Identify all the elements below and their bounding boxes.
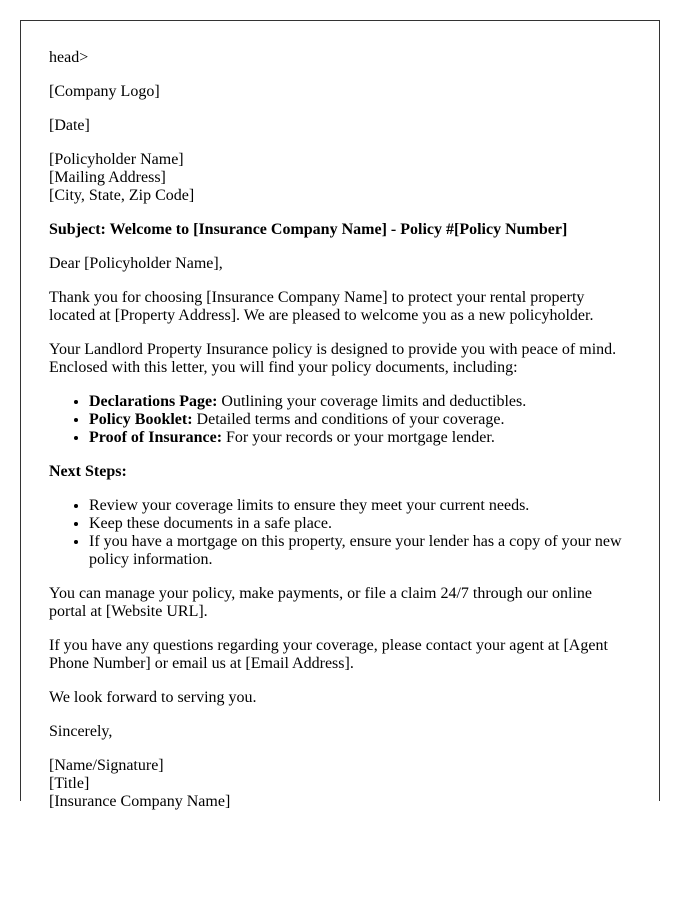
next-steps-heading: Next Steps: [49,463,127,480]
documents-intro-paragraph: Your Landlord Property Insurance policy is designed to provide you with peace of mind. Enclosed with this letter, you will find your policy documents, including: [49,341,617,376]
document-label: Policy Booklet: [89,411,193,428]
document-description: Outlining your coverage limits and deductibles. [217,393,527,410]
recipient-city-state-zip: [City, State, Zip Code] [49,187,195,204]
company-logo-placeholder: [Company Logo] [49,83,160,100]
next-steps-list-item: • Review your coverage limits to ensure they meet your current needs. [89,497,631,515]
next-steps-list-item: • If you have a mortgage on this property, ensure your lender has a copy of your new policy information. [89,533,631,569]
letter-date: [Date] [49,117,90,134]
recipient-address-block [49,151,631,205]
documents-list [49,393,631,447]
documents-list-item [89,411,631,429]
document-label: Proof of Insurance: [89,429,223,446]
documents-list-item [89,393,631,411]
closing-line: We look forward to serving you. [49,689,257,706]
letter-body [21,21,659,811]
recipient-name: [Policyholder Name] [49,151,184,168]
sign-off: Sincerely, [49,723,113,740]
document-description: Detailed terms and conditions of your coverage. [192,411,505,428]
next-steps-list [49,497,631,569]
signature-name: [Name/Signature] [49,757,164,774]
intro-paragraph: Thank you for choosing [Insurance Company Name] to protect your rental property located at [Property Address]. We are pleased to welcome you as a new policyholder. [49,289,594,324]
signature-block [49,757,631,811]
recipient-mailing-address: [Mailing Address] [49,169,166,186]
letter-frame [20,20,660,810]
document-label: Declarations Page: [89,393,218,410]
contact-paragraph: If you have any questions regarding your coverage, please contact your agent at [Agent Phone Number] or email us at [Email Address]. [49,637,608,672]
online-portal-paragraph: You can manage your policy, make payments, or file a claim 24/7 through our online portal at [Website URL]. [49,585,592,620]
stray-markup-text: head> [49,49,89,66]
signature-title: [Title] [49,775,90,792]
documents-list-item [89,429,631,447]
signature-company: [Insurance Company Name] [49,793,231,810]
salutation: Dear [Policyholder Name], [49,255,223,272]
next-steps-list-item: • Keep these documents in a safe place. [89,515,631,533]
document-description: For your records or your mortgage lender. [222,429,495,446]
letter-subject: Subject: Welcome to [Insurance Company Name] - Policy #[Policy Number] [49,221,568,238]
